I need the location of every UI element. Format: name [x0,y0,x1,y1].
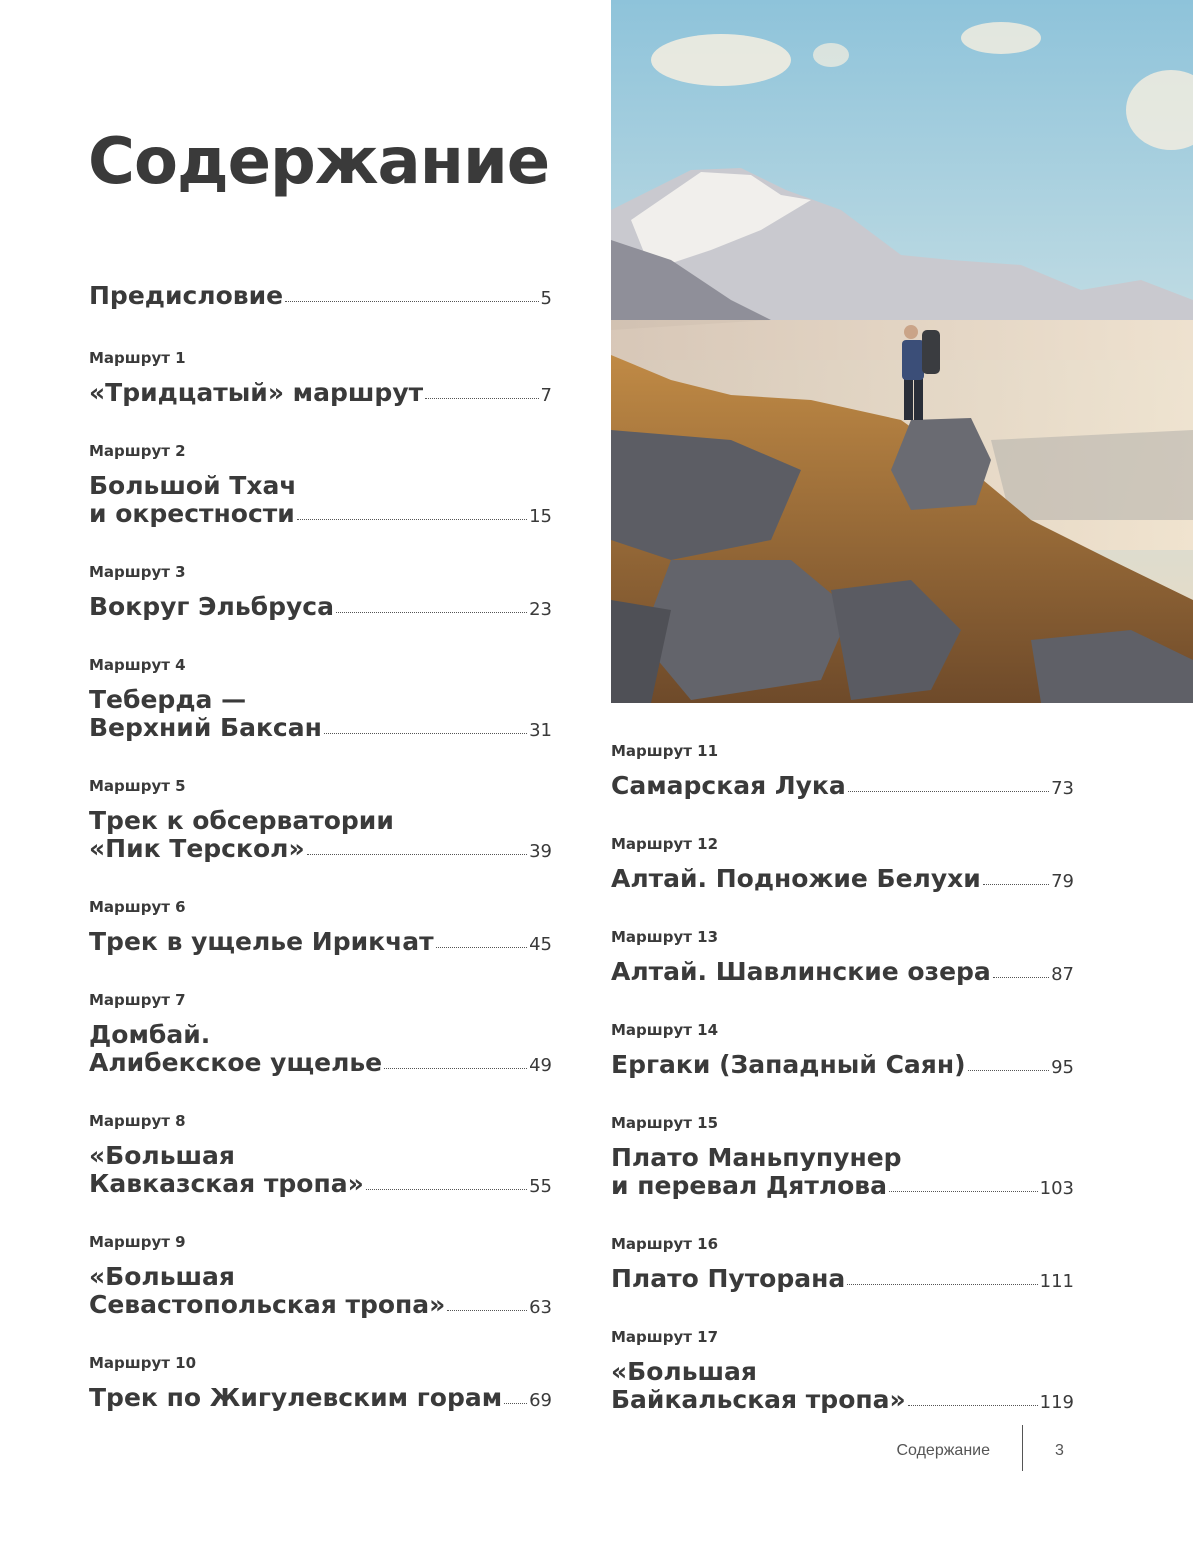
toc-entry[interactable] [611,835,1074,896]
entry-page-number: 45 [529,934,552,955]
toc-entry[interactable] [611,1021,1074,1082]
entry-title: Алибекское ущелье [89,1048,383,1077]
entry-title: Предисловие [89,281,284,310]
leader-dots [336,611,527,613]
leader-dots [436,946,528,948]
toc-left-column [89,282,552,1447]
route-label: Маршрут 5 [89,777,186,795]
route-label: Маршрут 16 [611,1235,719,1253]
entry-title: Трек в ущелье Ирикчат [89,927,434,956]
toc-entry[interactable] [89,656,552,745]
leader-dots [307,853,528,855]
leader-dots [993,976,1049,978]
footer-section-label: Содержание [896,1442,990,1459]
leader-dots [847,1283,1037,1285]
route-label: Маршрут 12 [611,835,719,853]
entry-title-line: Теберда — [89,685,247,714]
route-label: Маршрут 17 [611,1328,719,1346]
leader-dots [889,1190,1038,1192]
entry-title-line: «Большая [89,1262,235,1291]
entry-title: Вокруг Эльбруса [89,592,334,621]
toc-entry[interactable] [89,777,552,866]
leader-dots [447,1309,527,1311]
route-label: Маршрут 11 [611,742,719,760]
toc-entry[interactable] [611,1235,1074,1296]
leader-dots [968,1069,1050,1071]
route-label: Маршрут 13 [611,928,719,946]
entry-title-line: «Большая [611,1357,757,1386]
entry-title: Кавказская тропа» [89,1169,364,1198]
footer-page-number: 3 [1055,1442,1064,1459]
toc-entry[interactable] [89,991,552,1080]
entry-title: Верхний Баксан [89,713,322,742]
toc-entry[interactable] [89,1233,552,1322]
entry-title: Трек по Жигулевским горам [89,1383,503,1412]
leader-dots [983,883,1049,885]
route-label: Маршрут 8 [89,1112,186,1130]
leader-dots [908,1404,1038,1406]
toc-entry[interactable] [89,1112,552,1201]
entry-page-number: 7 [540,385,552,406]
leader-dots [324,732,527,734]
entry-page-number: 49 [529,1055,552,1076]
leader-dots [297,518,527,520]
entry-title: и перевал Дятлова [611,1171,887,1200]
entry-page-number: 69 [529,1390,552,1411]
entry-page-number: 111 [1039,1271,1074,1292]
entry-page-number: 79 [1051,871,1074,892]
route-label: Маршрут 9 [89,1233,186,1251]
entry-page-number: 23 [529,599,552,620]
route-label: Маршрут 4 [89,656,186,674]
entry-title: Алтай. Подножие Белухи [611,864,981,893]
entry-title-line: «Большая [89,1141,235,1170]
toc-entry[interactable] [611,1328,1074,1417]
leader-dots [384,1067,527,1069]
toc-right-column [611,742,1074,1449]
leader-dots [285,300,538,302]
route-label: Маршрут 3 [89,563,186,581]
leader-dots [848,790,1049,792]
entry-page-number: 73 [1051,778,1074,799]
toc-entry[interactable] [89,898,552,959]
entry-title: Ергаки (Западный Саян) [611,1050,966,1079]
entry-title-line: Плато Маньпупунер [611,1143,902,1172]
entry-title-line: Большой Тхач [89,471,297,500]
entry-page-number: 5 [540,288,552,309]
entry-page-number: 39 [529,841,552,862]
entry-title: Плато Путорана [611,1264,846,1293]
route-label: Маршрут 15 [611,1114,719,1132]
entry-page-number: 15 [529,506,552,527]
toc-entry[interactable] [89,563,552,624]
entry-title: Севастопольская тропа» [89,1290,446,1319]
entry-page-number: 55 [529,1176,552,1197]
entry-page-number: 31 [529,720,552,741]
route-label: Маршрут 1 [89,349,186,367]
entry-title: Самарская Лука [611,771,846,800]
entry-title: Алтай. Шавлинские озера [611,957,991,986]
leader-dots [504,1402,527,1404]
entry-title-line: Трек к обсерватории [89,806,394,835]
toc-entry[interactable] [89,1354,552,1415]
route-label: Маршрут 2 [89,442,186,460]
toc-entry-preface[interactable] [89,282,552,313]
footer-divider [1022,1425,1023,1471]
entry-title: Байкальская тропа» [611,1385,906,1414]
route-label: Маршрут 10 [89,1354,197,1372]
route-label: Маршрут 14 [611,1021,719,1039]
entry-page-number: 103 [1039,1178,1074,1199]
toc-entry[interactable] [89,442,552,531]
page-title: Содержание [88,125,550,199]
toc-entry[interactable] [611,742,1074,803]
route-label: Маршрут 6 [89,898,186,916]
toc-entry[interactable] [89,349,552,410]
leader-dots [425,397,538,399]
entry-page-number: 63 [529,1297,552,1318]
entry-page-number: 95 [1051,1057,1074,1078]
entry-page-number: 87 [1051,964,1074,985]
toc-entry[interactable] [611,928,1074,989]
leader-dots [366,1188,527,1190]
toc-entry[interactable] [611,1114,1074,1203]
entry-title-line: Домбай. [89,1020,211,1049]
entry-title: «Пик Терскол» [89,834,305,863]
entry-title: и окрестности [89,499,295,528]
entry-title: «Тридцатый» маршрут [89,378,424,407]
mountain-hiker-photo [611,0,1193,703]
route-label: Маршрут 7 [89,991,186,1009]
entry-page-number: 119 [1039,1392,1074,1413]
